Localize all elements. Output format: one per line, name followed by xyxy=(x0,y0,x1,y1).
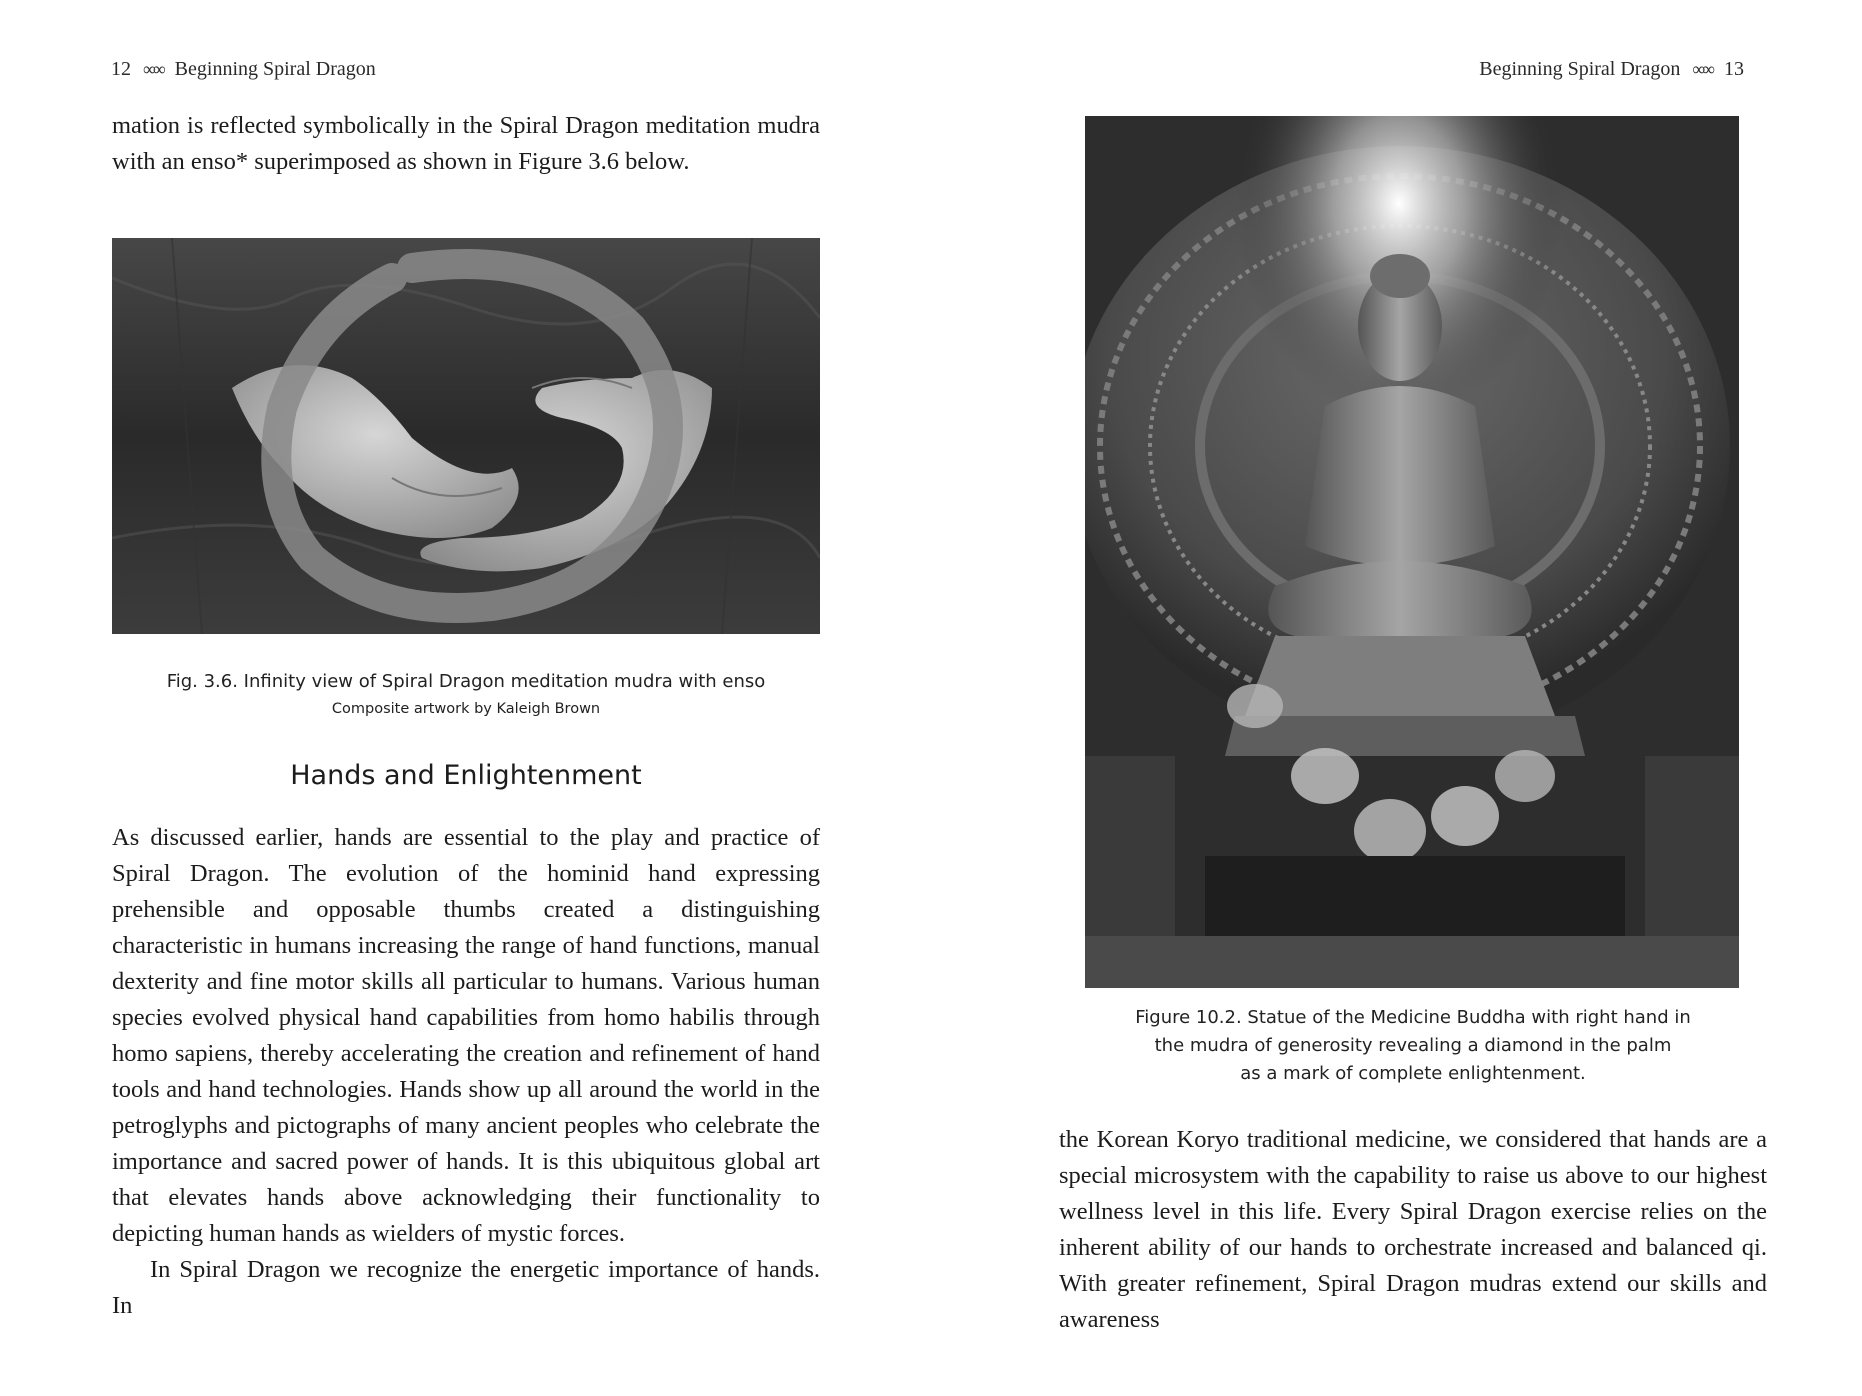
caption-credit: Composite artwork by Kaleigh Brown xyxy=(331,701,601,717)
spiral-ornament-icon: ∞∞ xyxy=(143,59,163,79)
figure-3-6-image xyxy=(112,238,820,634)
intro-text-block xyxy=(112,108,820,180)
caption-line-1: Figure 10.2. Statue of the Medicine Buddha with right hand in xyxy=(1135,1007,1691,1028)
running-title: Beginning Spiral Dragon xyxy=(174,58,376,80)
figure-10-2-caption xyxy=(1059,1004,1767,1088)
main-text-block xyxy=(112,820,820,1324)
right-text-block xyxy=(1059,1122,1767,1338)
paragraph-1: As discussed earlier, hands are essential to the play and practice of Spiral Dragon. The evolution of the hominid hand expressing prehensible and opposable thumbs created a distinguishing characteristic in humans increasing the range of hand functions, manual dexterity and fine motor skills all particular to humans. Various human species evolved physical hand capabilities from homo habilis through homo sapiens, thereby accelerating the creation and refinement of hand tools and hand technologies. Hands show up all around the world in the petroglyphs and pictographs of many ancient peoples who celebrate the importance and sacred power of hands. It is this ubiquitous global art that elevates hands above acknowledging their functionality to depicting human hands as wielders of mystic forces. xyxy=(112,824,820,1247)
page-number: 12 xyxy=(111,58,131,80)
right-page xyxy=(931,0,1862,1396)
running-head-left xyxy=(111,58,376,81)
figure-3-6-caption xyxy=(112,668,820,720)
running-title: Beginning Spiral Dragon xyxy=(1479,58,1681,80)
paragraph-continued: the Korean Koryo traditional medicine, we considered that hands are a special microsystem with the capability to raise us above to our highest wellness level in this life. Every Spiral Dragon exercise relies on the inherent ability of our hands to orchestrate increased and balanced qi. With greater refinement, Spiral Dragon mudras extend our skills and awareness xyxy=(1059,1126,1767,1333)
page-number: 13 xyxy=(1724,58,1744,80)
medicine-buddha-photo xyxy=(1085,116,1739,988)
spiral-ornament-icon: ∞∞ xyxy=(1692,59,1712,79)
caption-line-2: the mudra of generosity revealing a diamond in the palm xyxy=(1154,1035,1672,1056)
figure-10-2-image xyxy=(1085,116,1739,988)
caption-line-3: as a mark of complete enlightenment. xyxy=(1240,1063,1586,1084)
caption-text: Fig. 3.6. Infinity view of Spiral Dragon meditation mudra with enso xyxy=(166,671,766,692)
paragraph-2: In Spiral Dragon we recognize the energetic importance of hands. In xyxy=(112,1256,820,1319)
section-heading: Hands and Enlightenment xyxy=(290,760,642,791)
hands-enso-illustration xyxy=(112,238,820,634)
intro-paragraph: mation is reflected symbolically in the Spiral Dragon meditation mudra with an enso* superimposed as shown in Figure 3.6 below. xyxy=(112,112,820,175)
running-head-right xyxy=(1479,58,1744,81)
